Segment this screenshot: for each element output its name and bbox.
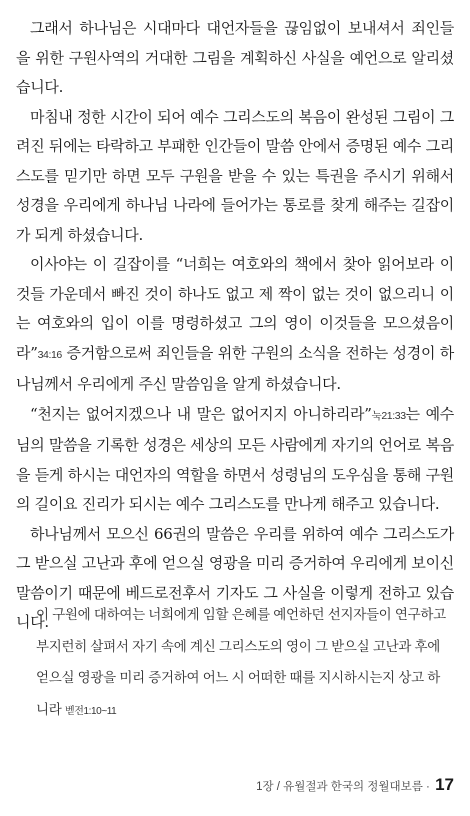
body-text bbox=[16, 14, 454, 638]
paragraph-4-tail: 는 예수님의 말씀을 기록한 성경은 세상의 모든 사람에게 자기의 언어로 복음을 듣게 하시는 대언자의 역할을 하면서 성령님의 도우심을 통해 구원의 길이요 진리가 되시는 예수 그리스도를 만나게 해주고 있습니다. bbox=[16, 404, 454, 513]
paragraph-3-reference: 34:16 bbox=[37, 348, 62, 361]
paragraph-3-tail: 증거함으로써 죄인들을 위한 구원의 소식을 전하는 성경이 하나님께서 우리에게 주신 말씀임을 알게 하셨습니다. bbox=[16, 343, 454, 393]
page-footer bbox=[256, 775, 454, 795]
paragraph-3-text: 이사야는 이 길잡이를 “너희는 여호와의 책에서 찾아 읽어보라 이것들 가운데서 빠진 것이 하나도 없고 제 짝이 없는 것이 없으리니 이는 여호와의 입이 이를 명령하셨고 그의 영이 이것들을 모으셨음이라” bbox=[16, 255, 454, 362]
paragraph-1: 그래서 하나님은 시대마다 대언자들을 끊임없이 보내셔서 죄인들을 위한 구원사역의 거대한 그림을 계획하신 사실을 예언으로 알리셨습니다. bbox=[16, 19, 454, 96]
paragraph-5: 하나님께서 모으신 66권의 말씀은 우리를 위하여 예수 그리스도가 그 받으실 고난과 후에 얻으실 영광을 미리 증거하여 우리에게 보이신 말씀이기 때문에 베드로전후서 기자도 그 사실을 이렇게 전하고 있습니다. bbox=[16, 524, 454, 631]
chapter-title: 1장 / 유월절과 한국의 정월대보름 · bbox=[256, 781, 430, 793]
paragraph-4-quote: “천지는 없어지겠으나 내 말은 없어지지 아니하리라” bbox=[30, 404, 372, 423]
paragraph-4-reference: 눅21:33 bbox=[371, 409, 406, 422]
scripture-quote bbox=[36, 599, 450, 727]
paragraph-2: 마침내 정한 시간이 되어 예수 그리스도의 복음이 완성된 그림이 그려진 뒤에는 타락하고 부패한 인간들이 말씀 안에서 증명된 예수 그리스도를 믿기만 하면 모두 구원을 받을 수 있는 특권을 주시기 위해서 성경을 우리에게 하나님 나라에 들어가는 통로를 찾게 해주는 길잡이가 되게 하셨습니다. bbox=[16, 107, 454, 244]
paragraph-4 bbox=[16, 400, 454, 520]
page-number: 17 bbox=[435, 775, 454, 794]
scripture-quote-text: 이 구원에 대하여는 너희에게 임할 은혜를 예언하던 선지자들이 연구하고 부지런히 살펴서 자기 속에 계신 그리스도의 영이 그 받으실 고난과 후에 얻으실 영광을 미리 증거하여 어느 시 어떠한 때를 지시하시는지 상고 하니라 bbox=[36, 607, 446, 717]
paragraph-3 bbox=[16, 250, 454, 400]
scripture-quote-reference: 벧전1:10~11 bbox=[64, 705, 117, 717]
